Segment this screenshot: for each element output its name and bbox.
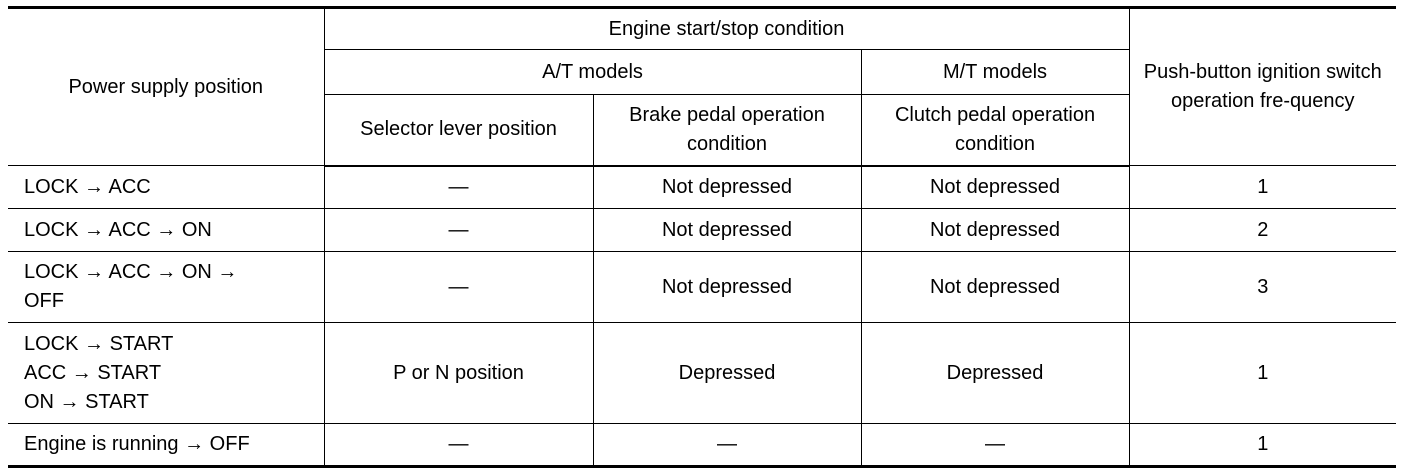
power-supply-cell: LOCK → START ACC → START ON → START bbox=[8, 323, 324, 424]
brake-pedal-cell: Not depressed bbox=[593, 252, 861, 323]
clutch-pedal-cell: Not depressed bbox=[861, 209, 1129, 252]
selector-lever-cell: — bbox=[324, 252, 593, 323]
header-engine-start-stop-condition: Engine start/stop condition bbox=[324, 8, 1129, 50]
table-row bbox=[8, 252, 1396, 323]
header-mt-models: M/T models bbox=[861, 50, 1129, 95]
table-header bbox=[8, 8, 1396, 166]
table-row bbox=[8, 323, 1396, 424]
engine-start-stop-table bbox=[8, 6, 1396, 468]
power-supply-cell: LOCK → ACC → ON → OFF bbox=[8, 252, 324, 323]
frequency-cell: 1 bbox=[1129, 424, 1396, 467]
power-supply-cell: Engine is running → OFF bbox=[8, 424, 324, 467]
brake-pedal-cell: Not depressed bbox=[593, 209, 861, 252]
header-clutch-pedal-condition: Clutch pedal operation condition bbox=[861, 95, 1129, 166]
brake-pedal-cell: Depressed bbox=[593, 323, 861, 424]
frequency-cell: 1 bbox=[1129, 166, 1396, 209]
brake-pedal-cell: Not depressed bbox=[593, 166, 861, 209]
header-row-1 bbox=[8, 8, 1396, 50]
clutch-pedal-cell: Not depressed bbox=[861, 166, 1129, 209]
header-push-button-frequency: Push-button ignition switch operation fre-quency bbox=[1129, 8, 1396, 166]
selector-lever-cell: — bbox=[324, 424, 593, 467]
frequency-cell: 1 bbox=[1129, 323, 1396, 424]
selector-lever-cell: — bbox=[324, 209, 593, 252]
power-supply-cell: LOCK → ACC bbox=[8, 166, 324, 209]
selector-lever-cell: P or N position bbox=[324, 323, 593, 424]
table-row bbox=[8, 424, 1396, 467]
clutch-pedal-cell: Depressed bbox=[861, 323, 1129, 424]
table-body bbox=[8, 166, 1396, 467]
frequency-cell: 2 bbox=[1129, 209, 1396, 252]
table-row bbox=[8, 209, 1396, 252]
brake-pedal-cell: — bbox=[593, 424, 861, 467]
header-brake-pedal-condition: Brake pedal operation condition bbox=[593, 95, 861, 166]
header-power-supply-position: Power supply position bbox=[8, 8, 324, 166]
table-row bbox=[8, 166, 1396, 209]
header-selector-lever-position: Selector lever position bbox=[324, 95, 593, 166]
header-at-models: A/T models bbox=[324, 50, 861, 95]
clutch-pedal-cell: Not depressed bbox=[861, 252, 1129, 323]
selector-lever-cell: — bbox=[324, 166, 593, 209]
frequency-cell: 3 bbox=[1129, 252, 1396, 323]
clutch-pedal-cell: — bbox=[861, 424, 1129, 467]
power-supply-cell: LOCK → ACC → ON bbox=[8, 209, 324, 252]
